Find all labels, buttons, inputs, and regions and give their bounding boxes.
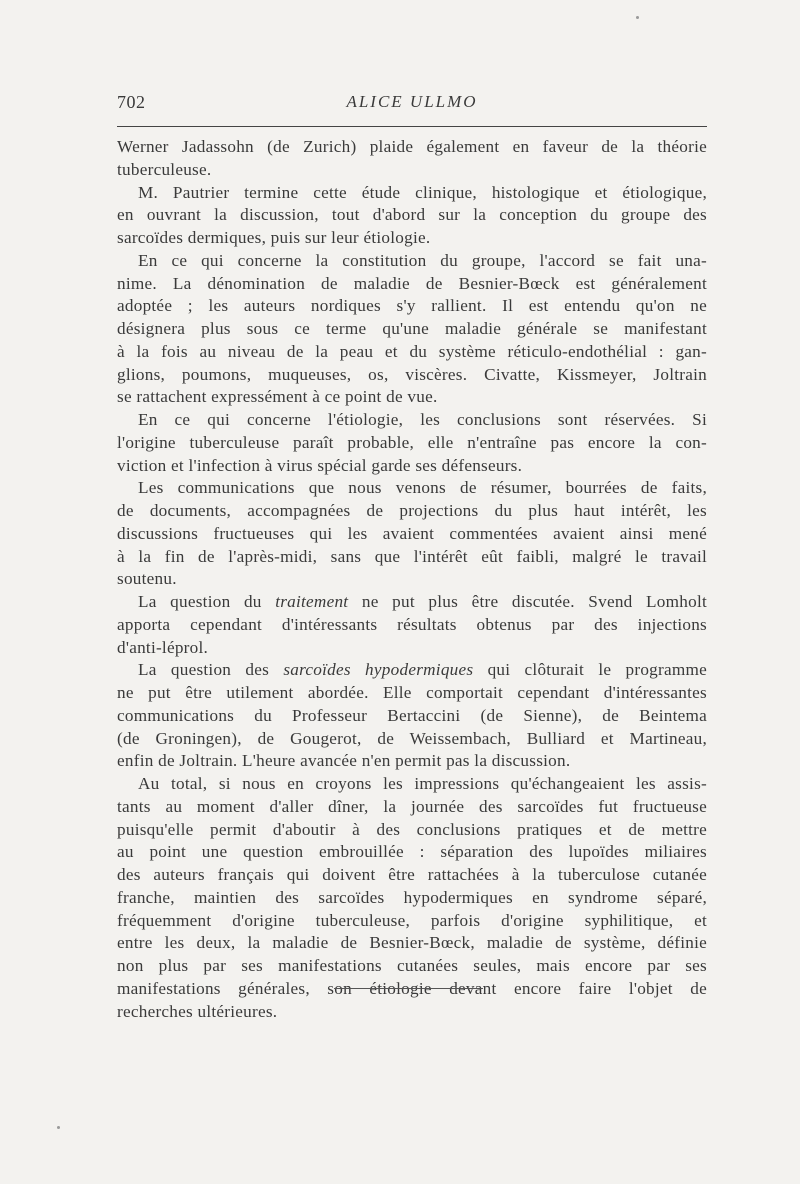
print-speck [57, 1126, 60, 1129]
line-text: recherches ultérieures. [117, 1001, 278, 1021]
text-line [117, 204, 707, 227]
line-text: En ce qui concerne la constitution du groupe, l'accord se fait una- [138, 250, 707, 270]
text-line [117, 682, 707, 705]
line-text: viction et l'infection à virus spécial garde ses défenseurs. [117, 455, 523, 475]
line-text: glions, poumons, muqueuses, os, viscères. Civatte, Kissmeyer, Joltrain [117, 364, 707, 384]
line-text: franche, maintien des sarcoïdes hypodermiques en syndrome séparé, [117, 887, 707, 907]
line-text: au point une question embrouillée : séparation des lupoïdes miliaires [117, 842, 707, 862]
text-line [117, 1001, 707, 1024]
line-text: à la fin de l'après-midi, sans que l'intérêt eût faibli, malgré le travail [117, 546, 707, 566]
text-line [117, 978, 707, 1001]
line-text: nime. La dénomination de maladie de Besnier-Bœck est généralement [117, 273, 707, 293]
text-line [117, 864, 707, 887]
line-text: désignera plus sous ce terme qu'une maladie générale se manifestant [117, 319, 707, 338]
text-line [117, 568, 707, 591]
text-line [117, 432, 707, 455]
line-text: La question des [138, 660, 284, 680]
line-text: soutenu. [117, 569, 177, 589]
line-text: Au total, si nous en croyons les impressions qu'échangeaient les assis- [138, 774, 707, 793]
text-line [117, 819, 707, 842]
line-text: l'origine tuberculeuse paraît probable, elle n'entraîne pas encore la con- [117, 432, 707, 452]
text-line [117, 500, 707, 523]
line-text: qui clôturait le programme [473, 660, 707, 680]
text-line [117, 477, 707, 500]
text-line [117, 637, 707, 660]
text-line [117, 841, 707, 864]
text-line [117, 887, 707, 910]
text-line [117, 523, 707, 546]
line-text: La question du [138, 592, 276, 611]
text-line [117, 910, 707, 933]
page-number: 702 [117, 92, 146, 112]
line-text: non plus par ses manifestations cutanées seules, mais encore par ses [117, 956, 707, 975]
text-line [117, 318, 707, 341]
line-text: Werner Jadassohn (de Zurich) plaide également en faveur de la théorie [117, 137, 707, 156]
line-text: fréquemment d'origine tuberculeuse, parfois d'origine syphilitique, et [117, 910, 707, 930]
line-text: Les communications que nous venons de résumer, bourrées de faits, [138, 478, 707, 498]
line-text: sarcoïdes dermiques, puis sur leur étiologie. [117, 228, 431, 247]
text-line [117, 159, 707, 182]
line-text: M. Pautrier termine cette étude clinique, histologique et étiologique, [138, 182, 707, 202]
line-text: à la fois au niveau de la peau et du système réticulo-endothélial : gan- [117, 341, 707, 361]
print-speck [636, 16, 639, 19]
text-line [117, 273, 707, 296]
text-line [117, 728, 707, 751]
line-text: (de Groningen), de Gougerot, de Weissembach, Bulliard et Martineau, [117, 728, 707, 748]
line-text: manifestations générales, son étiologie devant encore faire l'objet de [117, 978, 707, 998]
line-text: enfin de Joltrain. L'heure avancée n'en permit pas la discussion. [117, 751, 571, 771]
text-body [117, 136, 707, 1023]
text-line [117, 455, 707, 478]
text-line [117, 386, 707, 409]
text-line [117, 750, 707, 773]
text-line [117, 409, 707, 432]
line-text: de documents, accompagnées de projections du plus haut intérêt, les [117, 501, 707, 520]
text-line [117, 341, 707, 364]
line-text: ne put plus être discutée. Svend Lomholt [348, 592, 707, 611]
text-line [117, 546, 707, 569]
text-line [117, 250, 707, 273]
line-text: apporta cependant d'intéressants résultats obtenus par des injections [117, 614, 707, 634]
line-text: puisqu'elle permit d'aboutir à des conclusions pratiques et de mettre [117, 819, 707, 839]
text-line [117, 659, 707, 682]
running-title: ALICE ULLMO [346, 92, 478, 111]
text-line [117, 295, 707, 318]
line-text: tuberculeuse. [117, 159, 212, 179]
text-line [117, 591, 707, 614]
text-line [117, 227, 707, 250]
line-text: communications du Professeur Bertaccini (de Sienne), de Beintema [117, 705, 707, 725]
italic-term: sarcoïdes hypodermiques [283, 660, 474, 680]
text-line [117, 136, 707, 159]
text-line [117, 705, 707, 728]
italic-term: traitement [275, 592, 349, 611]
text-line [117, 955, 707, 978]
line-text: discussions fructueuses qui les avaient commentées avaient ainsi mené [117, 523, 707, 543]
text-line [117, 796, 707, 819]
text-line [117, 773, 707, 796]
line-text: entre les deux, la maladie de Besnier-Bœck, maladie de système, définie [117, 933, 707, 953]
line-text: en ouvrant la discussion, tout d'abord sur la conception du groupe des [117, 205, 707, 225]
line-text: d'anti-léprol. [117, 637, 209, 657]
line-text: se rattachent expressément à ce point de vue. [117, 387, 438, 407]
page-header [117, 92, 707, 120]
end-rule [334, 988, 483, 989]
line-text: ne put être utilement abordée. Elle comportait cependant d'intéressantes [117, 683, 707, 702]
line-text: des auteurs français qui doivent être rattachées à la tuberculose cutanée [117, 865, 707, 884]
header-rule [117, 126, 707, 127]
line-text: adoptée ; les auteurs nordiques s'y rallient. Il est entendu qu'on ne [117, 296, 707, 316]
line-text: En ce qui concerne l'étiologie, les conclusions sont réservées. Si [138, 410, 707, 429]
text-line [117, 932, 707, 955]
text-line [117, 182, 707, 205]
text-line [117, 614, 707, 637]
line-text: tants au moment d'aller dîner, la journée des sarcoïdes fut fructueuse [117, 796, 707, 816]
text-line [117, 364, 707, 387]
